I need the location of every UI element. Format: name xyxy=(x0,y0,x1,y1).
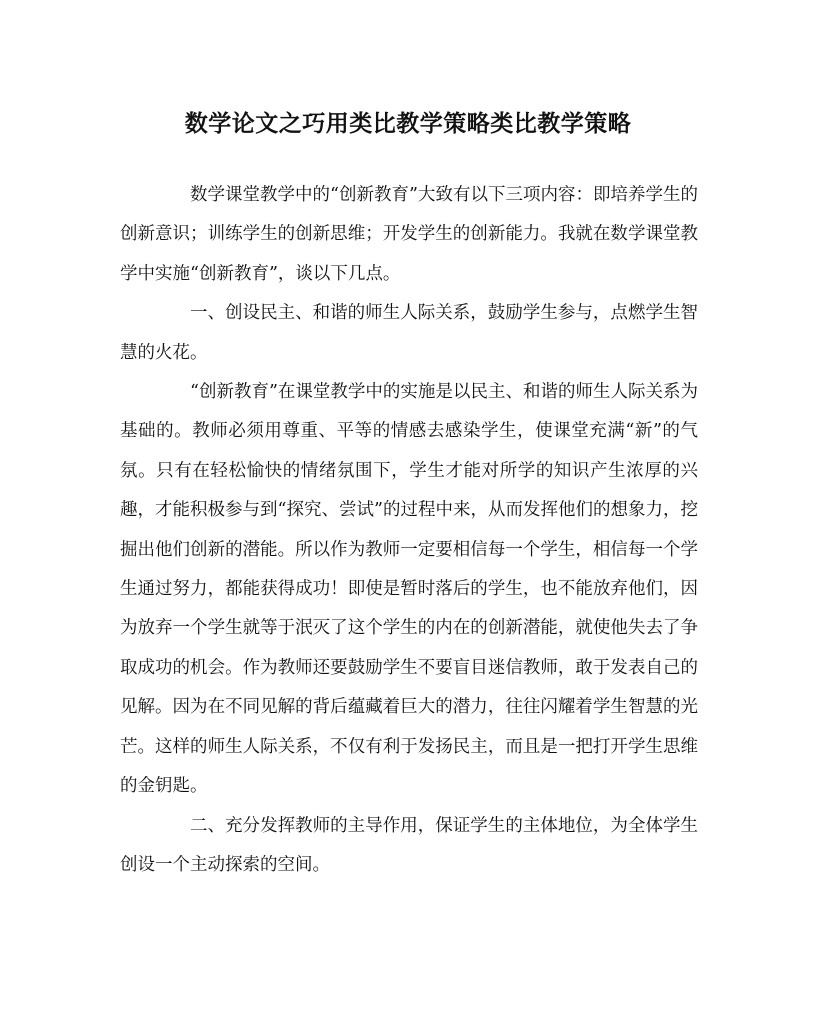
paragraph-section-1-heading: 一、创设民主、和谐的师生人际关系，鼓励学生参与，点燃学生智慧的火花。 xyxy=(120,303,698,363)
paragraph-section-1-body: “创新教育”在课堂教学中的实施是以民主、和谐的师生人际关系为基础的。教师必须用尊重、平等的情感去感染学生，使课堂充满“新”的气氛。只有在轻松愉快的情绪氛围下，学生才能对所学的知识产生浓厚的兴趣，才能积极参与到“探究、尝试”的过程中来，从而发挥他们的想象力，挖掘出他们创新的潜能。所以作为教师一定要相信每一个学生，相信每一个学生通过努力，都能获得成功！即使是暂时落后的学生，也不能放弃他们，因为放弃一个学生就等于泯灭了这个学生的内在的创新潜能，就使他失去了争取成功的机会。作为教师还要鼓励学生不要盲目迷信教师，敢于发表自己的见解。因为在不同见解的背后蕴藏着巨大的潜力，往往闪耀着学生智慧的光芒。这样的师生人际关系，不仅有利于发扬民主，而且是一把打开学生思维的金钥匙。 xyxy=(120,382,698,797)
document-title: 数学论文之巧用类比教学策略类比教学策略 xyxy=(184,110,632,137)
document-body xyxy=(120,176,698,885)
paragraph-section-2-heading: 二、充分发挥教师的主导作用，保证学生的主体地位，为全体学生创设一个主动探索的空间。 xyxy=(120,815,698,875)
paragraph-intro: 数学课堂教学中的“创新教育”大致有以下三项内容：即培养学生的创新意识；训练学生的创新思维；开发学生的创新能力。我就在数学课堂教学中实施“创新教育”，谈以下几点。 xyxy=(120,185,698,284)
